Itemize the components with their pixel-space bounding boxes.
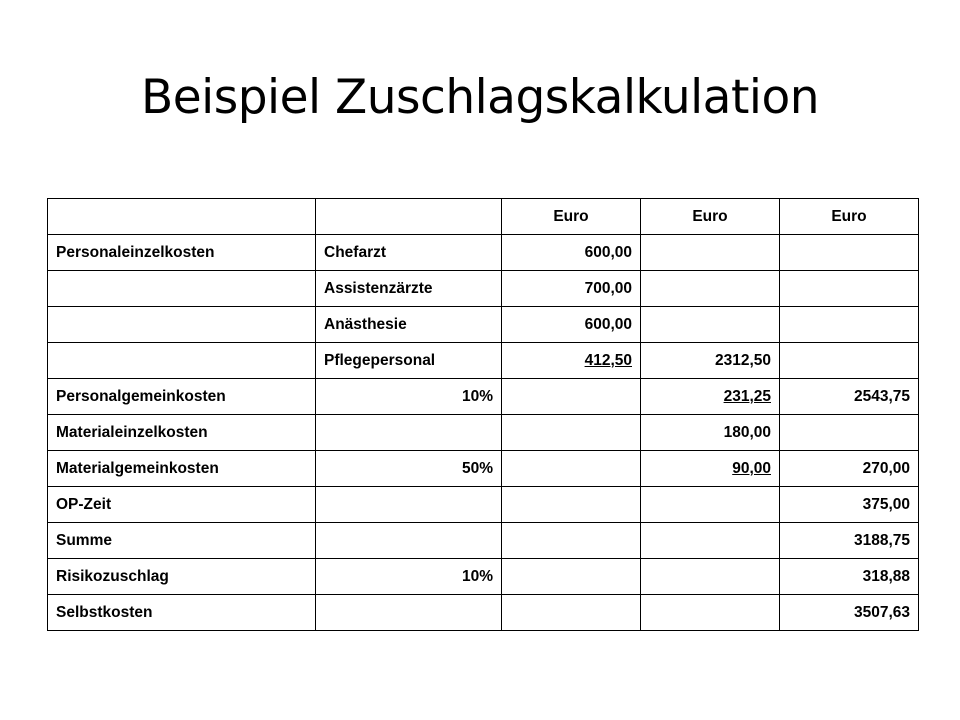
table-row xyxy=(48,595,919,631)
table-row xyxy=(48,235,919,271)
row-value-col1 xyxy=(502,379,641,415)
header-cell-euro-2: Euro xyxy=(641,199,780,235)
table-row xyxy=(48,379,919,415)
table-row xyxy=(48,559,919,595)
row-value-col1 xyxy=(502,595,641,631)
calculation-table xyxy=(47,198,919,631)
row-value-col3: 270,00 xyxy=(780,451,919,487)
row-value-col2 xyxy=(641,523,780,559)
row-value-col1: 700,00 xyxy=(502,271,641,307)
row-value-col3 xyxy=(780,415,919,451)
row-value-col3: 3188,75 xyxy=(780,523,919,559)
row-value-col3: 375,00 xyxy=(780,487,919,523)
row-detail: Chefarzt xyxy=(316,235,502,271)
row-value-col2 xyxy=(641,235,780,271)
row-label: Materialeinzelkosten xyxy=(48,415,316,451)
row-detail: 50% xyxy=(316,451,502,487)
row-label: Summe xyxy=(48,523,316,559)
table-header-row xyxy=(48,199,919,235)
row-value-col2: 90,00 xyxy=(641,451,780,487)
row-label: Personalgemeinkosten xyxy=(48,379,316,415)
row-detail: Anästhesie xyxy=(316,307,502,343)
table-row xyxy=(48,523,919,559)
row-detail xyxy=(316,415,502,451)
row-detail: 10% xyxy=(316,559,502,595)
row-value-col3 xyxy=(780,235,919,271)
row-detail: Assistenzärzte xyxy=(316,271,502,307)
row-label xyxy=(48,271,316,307)
table-row xyxy=(48,271,919,307)
row-detail: 10% xyxy=(316,379,502,415)
row-value-col2 xyxy=(641,487,780,523)
row-value-col1: 600,00 xyxy=(502,235,641,271)
row-value-col1 xyxy=(502,451,641,487)
header-cell-euro-1: Euro xyxy=(502,199,641,235)
row-value-col1 xyxy=(502,559,641,595)
row-value-col3 xyxy=(780,271,919,307)
slide-title: Beispiel Zuschlagskalkulation xyxy=(141,70,819,125)
table-row xyxy=(48,487,919,523)
header-cell-label xyxy=(48,199,316,235)
row-value-col2: 180,00 xyxy=(641,415,780,451)
row-value-col3 xyxy=(780,307,919,343)
table-row xyxy=(48,343,919,379)
row-value-col2 xyxy=(641,307,780,343)
row-detail: Pflegepersonal xyxy=(316,343,502,379)
row-detail xyxy=(316,523,502,559)
row-value-col3: 2543,75 xyxy=(780,379,919,415)
table-row xyxy=(48,415,919,451)
table-row xyxy=(48,307,919,343)
row-value-col3: 3507,63 xyxy=(780,595,919,631)
row-label: Risikozuschlag xyxy=(48,559,316,595)
row-value-col3 xyxy=(780,343,919,379)
row-value-col1 xyxy=(502,415,641,451)
row-value-col2: 231,25 xyxy=(641,379,780,415)
row-value-col1 xyxy=(502,523,641,559)
row-value-col2 xyxy=(641,271,780,307)
row-value-col3: 318,88 xyxy=(780,559,919,595)
row-label xyxy=(48,307,316,343)
row-label: OP-Zeit xyxy=(48,487,316,523)
row-label: Selbstkosten xyxy=(48,595,316,631)
row-value-col1: 600,00 xyxy=(502,307,641,343)
row-value-col1: 412,50 xyxy=(502,343,641,379)
row-value-col2 xyxy=(641,559,780,595)
table-row xyxy=(48,451,919,487)
row-value-col2: 2312,50 xyxy=(641,343,780,379)
row-value-col2 xyxy=(641,595,780,631)
row-label xyxy=(48,343,316,379)
row-label: Personaleinzelkosten xyxy=(48,235,316,271)
row-label: Materialgemeinkosten xyxy=(48,451,316,487)
row-detail xyxy=(316,487,502,523)
row-detail xyxy=(316,595,502,631)
header-cell-euro-3: Euro xyxy=(780,199,919,235)
row-value-col1 xyxy=(502,487,641,523)
header-cell-detail xyxy=(316,199,502,235)
